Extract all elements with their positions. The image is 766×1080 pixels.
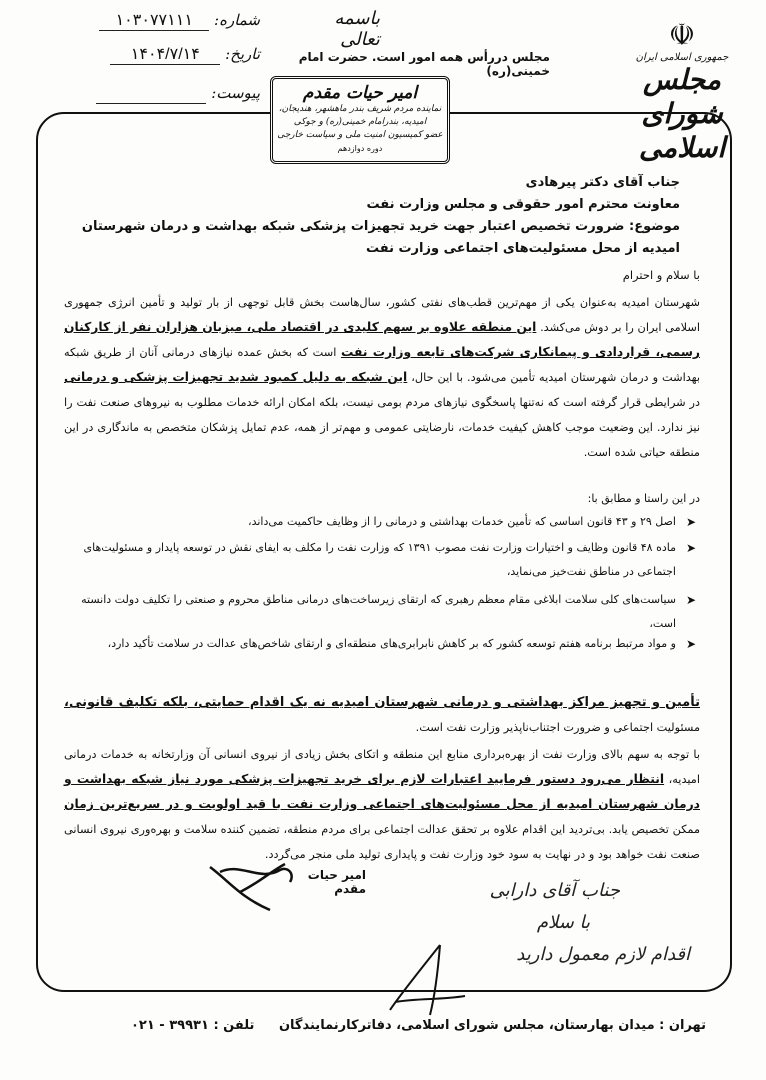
paragraph-3: [64, 742, 700, 867]
bullet-arrow-icon: ➤: [685, 637, 696, 651]
greeting: با سلام و احترام: [622, 268, 700, 282]
bullet-arrow-icon: ➤: [685, 515, 696, 529]
bismillah-calligraphy: باسمه تعالی: [334, 8, 380, 50]
list-item: [64, 588, 696, 636]
p3-part-a: با توجه به سهم بالای وزارت نفت از بهره‌برداری منابع این منطقه و اتکای بخش زیادی از نیروی انسانی آن وزارتخانه به خدمات درمانی امیدیه،: [64, 748, 700, 786]
minister-signature-icon: [380, 940, 470, 1020]
subject-label: موضوع:: [629, 219, 680, 234]
p3-part-b: انتظار می‌رود دستور فرمایید اعتبارات لازم برای خرید تجهیزات پزشکی مورد نیاز شبکه بهداشت و درمان شهرستان امیدیه از محل مسئولیت‌های اجتماعی وزارت نفت با قید اولویت و در سریع‌ترین زمان: [64, 772, 700, 811]
p1-part-e: در شرایطی قرار گرفته است که نه‌تنها پاسخگوی نیازهای مردم بومی نیست، بلکه امکان ارائه خدمات مطلوب به نیروهای صنعت نفت را نیز ندارد. این وضعیت موجب کاهش کیفیت خدمات، نارضایتی عمومی و مهم‌تر از همه، عدم تمایل پزشکان متخصص به ماندگاری در این منطقه حیاتی شده است.: [64, 396, 700, 459]
logo-subtitle: جمهوری اسلامی ایران: [635, 52, 729, 63]
footer-address-bar: [86, 1018, 706, 1033]
stamp-term: دوره دوازدهم: [337, 144, 383, 153]
list-item: [64, 536, 696, 584]
p1-part-d: این شبکه به دلیل کمبود شدید تجهیزات پزشکی و درمانی: [64, 370, 408, 384]
bullet-arrow-icon: ➤: [685, 541, 696, 555]
list-item-text: و مواد مرتبط برنامه هفتم توسعه کشور که بر کاهش نابرابری‌های منطقه‌ای و ارتقای شاخص‌های عدالت در سلامت تأکید دارد،: [107, 637, 676, 650]
recipient-title: معاونت محترم امور حقوقی و مجلس وزارت نفت: [366, 197, 680, 212]
letter-date: [80, 44, 260, 65]
letter-attachment: [80, 84, 260, 104]
letter-date-label: تاریخ:: [225, 45, 260, 63]
letter-number: [80, 10, 260, 31]
stamp-name: امیر حیات مقدم: [302, 83, 418, 103]
iran-emblem-icon: ☫: [668, 18, 696, 53]
address-block: [80, 172, 680, 260]
letter-attachment-label: پیوست:: [211, 84, 260, 102]
handwritten-note-line1: جناب آقای دارابی: [489, 880, 620, 901]
header-quote: مجلس دررأس همه امور است. حضرت امام خمینی(ره): [298, 50, 550, 78]
subject-text: ضرورت تخصیص اعتبار جهت خرید تجهیزات پزشکی شبکه بهداشت و درمان شهرستان امیدیه از محل مسئولیت‌های اجتماعی وزارت نفت: [81, 219, 680, 256]
paragraph-1: [64, 290, 700, 465]
paragraph-2: [64, 690, 700, 740]
list-item-text: سیاست‌های کلی سلامت ابلاغی مقام معظم رهبری که ارتقای زیرساخت‌های درمانی مناطق محروم و صنعتی را تکلیف دولت دانسته است،: [81, 593, 676, 630]
subject-line: [80, 216, 680, 260]
p3-part-c: ممکن تخصیص یابد. بی‌تردید این اقدام علاوه بر تحقق عدالت اجتماعی برای مردم منطقه، تضمین کننده سلامت و بهره‌وری نیروی انسانی صنعت نفت خواهد بود و در نهایت به سود خود وزارت نفت و پایداری تولید ملی منجر می‌گردد.: [64, 823, 700, 861]
letter-attachment-value: [96, 85, 206, 104]
stamp-line1: نماینده مردم شریف بندر ماهشهر، هندیجان، امیدیه، بندرامام خمینی(ره) و جوکی: [278, 104, 442, 127]
p1-part-b: این منطقه علاوه بر سهم کلیدی در اقتصاد ملی، میزبان هزاران نفر از کارکنان رسمی، قراردادی و پیمانکاری شرکت‌های تابعه وزارت نفت: [64, 320, 700, 359]
logo-title: مجلس شورای اسلامی: [638, 63, 726, 164]
recipient-name: جناب آقای دکتر پیرهادی: [525, 175, 680, 190]
p2-bold: تأمین و تجهیز مراکز بهداشتی و درمانی شهرستان امیدیه نه یک اقدام حمایتی، بلکه تکلیف قانونی،: [64, 695, 700, 710]
p1-part-a: شهرستان امیدیه به‌عنوان یکی از مهم‌ترین قطب‌های نفتی کشور، سال‌هاست بخش قابل توجهی از بار تولید و تأمین انرژی جمهوری اسلامی ایران را بر دوش می‌کشد.: [64, 296, 700, 334]
list-item-text: ماده ۴۸ قانون وظایف و اختیارات وزارت نفت مصوب ۱۳۹۱ که وزارت نفت را مکلف به ایفای نقش در توسعه پایدار و مسئولیت‌های اجتماعی در مناطق نفت‌خیز می‌نماید،: [83, 541, 676, 578]
list-item: [64, 632, 696, 656]
footer-phone: ۳۹۹۳۱ - ۰۲۱: [130, 1018, 209, 1033]
signature-scribble-icon: [200, 852, 300, 912]
letter-number-value: ۱۰۳۰۷۷۱۱۱: [99, 10, 209, 31]
stamp-line2: عضو کمیسیون امنیت ملی و سیاست خارجی: [277, 130, 443, 140]
bullet-arrow-icon: ➤: [685, 593, 696, 607]
list-item-text: اصل ۲۹ و ۴۳ قانون اساسی که تأمین خدمات بهداشتی و درمانی را از وظایف حاکمیت می‌داند،: [248, 515, 676, 528]
representative-stamp: [270, 76, 450, 164]
handwritten-note-line3: اقدام لازم معمول دارید: [516, 944, 690, 965]
list-intro: در این راستا و مطابق با:: [587, 492, 700, 505]
letter-date-value: ۱۴۰۴/۷/۱۴: [110, 44, 220, 65]
signatory-name: امیر حیات مقدم: [307, 868, 366, 896]
footer-phone-label: تلفن :: [213, 1018, 255, 1033]
letter-number-label: شماره:: [214, 11, 260, 29]
footer-address: تهران : میدان بهارستان، مجلس شورای اسلامی، دفاترکارنمایندگان: [278, 1018, 706, 1033]
list-item: [64, 510, 696, 534]
p1-part-c: است که بخش عمده نیازهای درمانی آنان از طریق شبکه بهداشت و درمان شهرستان امیدیه تأمین می‌شود. با این حال،: [64, 346, 700, 384]
p2-rest: مسئولیت اجتماعی و ضرورت اجتناب‌ناپذیر وزارت نفت است.: [415, 721, 700, 734]
handwritten-note-line2: با سلام: [536, 912, 590, 933]
